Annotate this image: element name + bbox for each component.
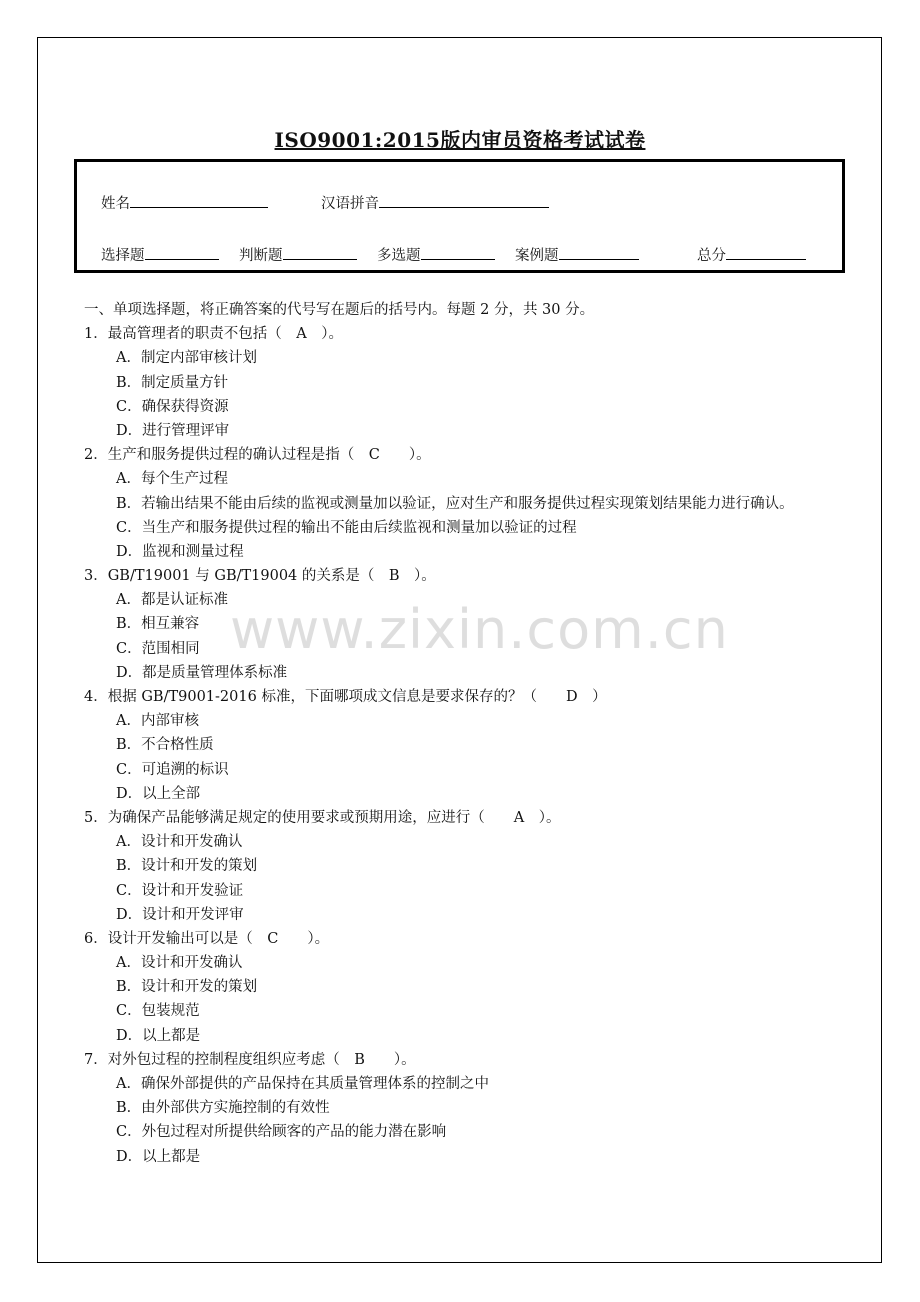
option[interactable]: C．范围相同 bbox=[116, 640, 200, 657]
total-score-field[interactable] bbox=[697, 244, 806, 265]
question-6 bbox=[84, 927, 854, 1048]
question-stem: 3．GB/T19001 与 GB/T19004 的关系是（ B ）。 bbox=[84, 568, 436, 585]
single-score-blank[interactable] bbox=[145, 244, 219, 260]
student-info-box bbox=[74, 159, 845, 273]
question-7 bbox=[84, 1048, 854, 1169]
question-stem: 1．最高管理者的职责不包括（ A ）。 bbox=[84, 326, 343, 343]
total-score-blank[interactable] bbox=[726, 244, 806, 260]
question-stem: 2．生产和服务提供过程的确认过程是指（ C ）。 bbox=[84, 447, 431, 464]
case-score-blank[interactable] bbox=[559, 244, 639, 260]
question-2 bbox=[84, 443, 854, 564]
exam-title: ISO9001:2015版内审员资格考试试卷 bbox=[274, 128, 646, 152]
judge-score-blank[interactable] bbox=[283, 244, 357, 260]
name-blank[interactable] bbox=[130, 192, 268, 208]
judge-score-field[interactable] bbox=[239, 244, 357, 265]
option[interactable]: C．确保获得资源 bbox=[116, 398, 229, 415]
question-1 bbox=[84, 322, 854, 443]
exam-content bbox=[84, 298, 854, 1169]
option[interactable]: A．设计和开发确认 bbox=[116, 834, 243, 851]
option[interactable]: B．不合格性质 bbox=[116, 737, 214, 754]
option[interactable]: B．设计和开发的策划 bbox=[116, 979, 258, 996]
option[interactable]: D．以上都是 bbox=[116, 1027, 201, 1044]
option[interactable]: D．以上都是 bbox=[116, 1148, 201, 1165]
option[interactable]: A．确保外部提供的产品保持在其质量管理体系的控制之中 bbox=[116, 1076, 489, 1093]
multi-score-label: 多选题 bbox=[377, 248, 421, 264]
watermark: www.zixin.com.cn bbox=[230, 598, 729, 661]
option[interactable]: B．由外部供方实施控制的有效性 bbox=[116, 1100, 330, 1117]
pinyin-label: 汉语拼音 bbox=[321, 196, 379, 212]
option[interactable]: B．若输出结果不能由后续的监视或测量加以验证，应对生产和服务提供过程实现策划结果能力进行确认。 bbox=[116, 495, 794, 512]
question-4 bbox=[84, 685, 854, 806]
option[interactable]: A．内部审核 bbox=[116, 713, 199, 730]
option[interactable]: D．都是质量管理体系标准 bbox=[116, 664, 288, 681]
option[interactable]: B．相互兼容 bbox=[116, 616, 200, 633]
option[interactable]: D．设计和开发评审 bbox=[116, 906, 244, 923]
pinyin-blank[interactable] bbox=[379, 192, 549, 208]
case-score-field[interactable] bbox=[515, 244, 639, 265]
option[interactable]: C．当生产和服务提供过程的输出不能由后续监视和测量加以验证的过程 bbox=[116, 519, 577, 536]
option[interactable]: A．设计和开发确认 bbox=[116, 955, 243, 972]
option[interactable]: D．以上全部 bbox=[116, 785, 201, 802]
question-stem: 5．为确保产品能够满足规定的使用要求或预期用途，应进行（ A ）。 bbox=[84, 809, 561, 826]
option[interactable]: B．设计和开发的策划 bbox=[116, 858, 258, 875]
option[interactable]: C．包装规范 bbox=[116, 1003, 200, 1020]
total-score-label: 总分 bbox=[697, 248, 726, 264]
single-score-field[interactable] bbox=[101, 244, 219, 265]
option[interactable]: C．可追溯的标识 bbox=[116, 761, 229, 778]
case-score-label: 案例题 bbox=[515, 248, 559, 264]
question-stem: 4．根据 GB/T9001-2016 标准，下面哪项成文信息是要求保存的？（ D ） bbox=[84, 689, 607, 706]
section-title: 一、单项选择题，将正确答案的代号写在题后的括号内。每题 2 分，共 30 分。 bbox=[84, 302, 595, 318]
multi-score-field[interactable] bbox=[377, 244, 495, 265]
option[interactable]: C．设计和开发验证 bbox=[116, 882, 244, 899]
option[interactable]: C．外包过程对所提供给顾客的产品的能力潜在影响 bbox=[116, 1124, 447, 1141]
question-5 bbox=[84, 806, 854, 927]
option[interactable]: D．监视和测量过程 bbox=[116, 543, 244, 560]
question-stem: 6．设计开发输出可以是（ C ）。 bbox=[84, 930, 330, 947]
name-field[interactable] bbox=[101, 192, 268, 213]
judge-score-label: 判断题 bbox=[239, 248, 283, 264]
single-score-label: 选择题 bbox=[101, 248, 145, 264]
multi-score-blank[interactable] bbox=[421, 244, 495, 260]
name-label: 姓名 bbox=[101, 196, 130, 212]
question-stem: 7．对外包过程的控制程度组织应考虑（ B ）。 bbox=[84, 1051, 416, 1068]
option[interactable]: D．进行管理评审 bbox=[116, 422, 230, 439]
option[interactable]: A．都是认证标准 bbox=[116, 592, 228, 609]
option[interactable]: B．制定质量方针 bbox=[116, 374, 229, 391]
option[interactable]: A．每个生产过程 bbox=[116, 471, 228, 488]
pinyin-field[interactable] bbox=[321, 192, 549, 213]
option[interactable]: A．制定内部审核计划 bbox=[116, 350, 257, 367]
